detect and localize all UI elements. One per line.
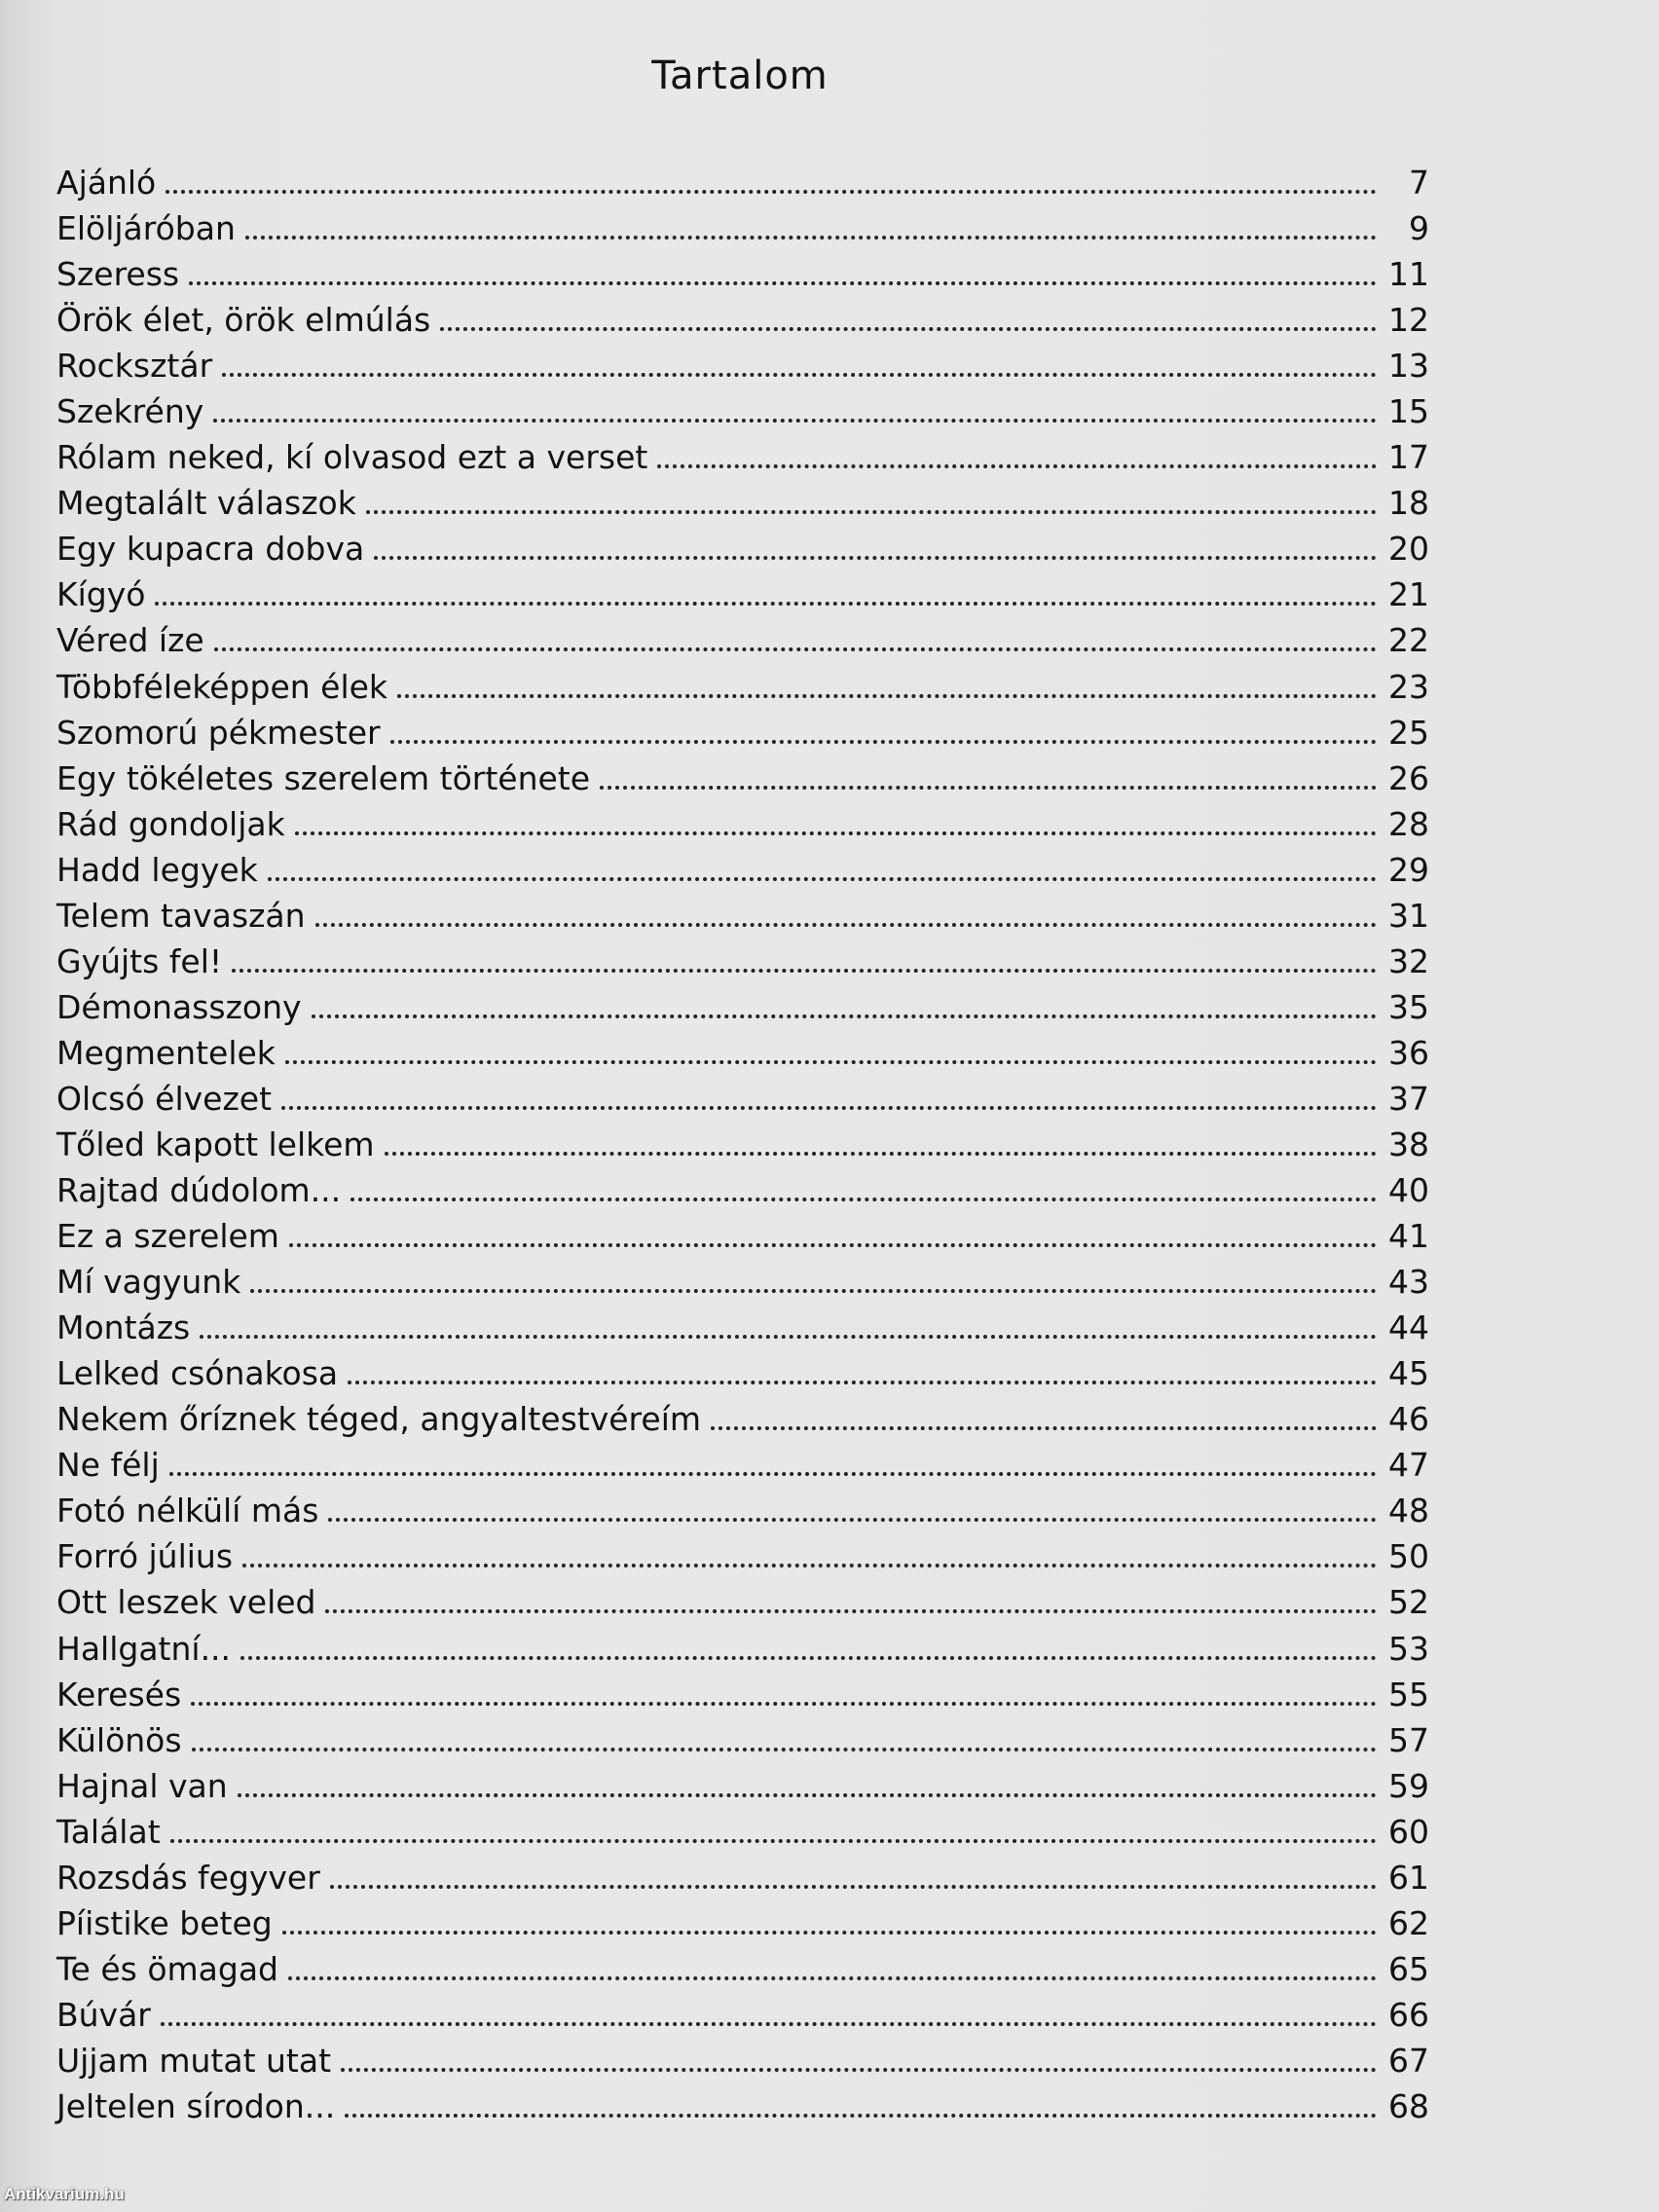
entry-title: Rólam neked, kí olvasod ezt a verset xyxy=(56,438,648,477)
dot-leader xyxy=(330,1885,1377,1889)
entry-title: Búvár xyxy=(56,1995,151,2034)
dot-leader xyxy=(281,1106,1377,1110)
dot-leader xyxy=(600,786,1377,790)
entry-title: Forró július xyxy=(56,1537,234,1576)
toc-entry xyxy=(56,988,1429,1034)
toc-entry xyxy=(56,1034,1429,1080)
toc-entry xyxy=(56,897,1429,942)
entry-page-number: 43 xyxy=(1388,1263,1429,1302)
toc-entry xyxy=(56,2087,1429,2133)
entry-page-number: 46 xyxy=(1388,1400,1429,1439)
entry-page-number: 67 xyxy=(1388,2041,1429,2080)
toc-entry xyxy=(56,1354,1429,1400)
entry-title: Mí vagyunk xyxy=(56,1263,241,1302)
entry-page-number: 59 xyxy=(1388,1766,1429,1805)
dot-leader xyxy=(440,327,1377,331)
entry-title: Lelked csónakosa xyxy=(56,1354,339,1393)
dot-leader xyxy=(328,1518,1377,1522)
dot-leader xyxy=(325,1609,1377,1613)
entry-page-number: 38 xyxy=(1388,1124,1429,1163)
entry-page-number: 41 xyxy=(1388,1217,1429,1256)
page-title: Tartalom xyxy=(651,54,829,98)
toc-entry xyxy=(56,301,1429,347)
entry-title: Olcsó élvezet xyxy=(56,1079,273,1118)
toc-entry xyxy=(56,1125,1429,1171)
toc-entry xyxy=(56,1446,1429,1492)
entry-title: Rozsdás fegyver xyxy=(56,1858,320,1897)
entry-title: Rocksztár xyxy=(56,347,213,386)
dot-leader xyxy=(155,602,1377,606)
toc-entry xyxy=(56,347,1429,392)
dot-leader xyxy=(397,694,1377,698)
entry-page-number: 22 xyxy=(1388,621,1429,660)
dot-leader xyxy=(282,1931,1377,1935)
entry-title: Találat xyxy=(56,1812,161,1851)
toc-entry xyxy=(56,1217,1429,1263)
dot-leader xyxy=(348,1381,1377,1384)
toc-entry xyxy=(56,1859,1429,1904)
dot-leader xyxy=(222,373,1377,377)
entry-page-number: 13 xyxy=(1388,347,1429,386)
entry-title: Szeress xyxy=(56,255,180,294)
entry-title: Ott leszek veled xyxy=(56,1583,316,1622)
entry-page-number: 31 xyxy=(1388,896,1429,935)
entry-page-number: 66 xyxy=(1388,1995,1429,2034)
dot-leader xyxy=(285,1060,1377,1064)
entry-title: Egy tökéletes szerelem története xyxy=(56,758,591,797)
toc-entry xyxy=(56,209,1429,255)
toc-entry xyxy=(56,942,1429,988)
entry-title: Rád gondoljak xyxy=(56,804,285,843)
dot-leader xyxy=(245,236,1377,240)
toc-entry xyxy=(56,851,1429,897)
entry-page-number: 53 xyxy=(1388,1629,1429,1668)
watermark: Antikvarium.hu xyxy=(4,2185,125,2203)
toc-entry xyxy=(56,1813,1429,1859)
toc-entry xyxy=(56,1537,1429,1583)
entry-page-number: 68 xyxy=(1388,2086,1429,2125)
dot-leader xyxy=(166,190,1377,194)
entry-title: Fotó nélkülí más xyxy=(56,1492,319,1530)
entry-page-number: 45 xyxy=(1388,1354,1429,1393)
entry-title: Nekem őríznek téged, angyaltestvéreím xyxy=(56,1400,702,1439)
dot-leader xyxy=(345,2114,1377,2118)
toc-entry xyxy=(56,714,1429,759)
toc-entry xyxy=(56,1583,1429,1629)
dot-leader xyxy=(200,1335,1377,1339)
entry-title: Jeltelen sírodon... xyxy=(56,2086,336,2125)
entry-title: Véred íze xyxy=(56,621,204,660)
entry-title: Kígyó xyxy=(56,575,146,614)
entry-title: Tőled kapott lelkem xyxy=(56,1124,375,1163)
entry-page-number: 7 xyxy=(1409,164,1429,202)
dot-leader xyxy=(288,1976,1377,1980)
entry-title: Egy kupacra dobva xyxy=(56,530,365,569)
dot-leader xyxy=(390,740,1377,744)
entry-page-number: 23 xyxy=(1388,667,1429,706)
entry-title: Ez a szerelem xyxy=(56,1217,279,1256)
dot-leader xyxy=(385,1152,1377,1156)
dot-leader xyxy=(657,464,1377,468)
dot-leader xyxy=(289,1243,1377,1247)
toc-entry xyxy=(56,1400,1429,1446)
dot-leader xyxy=(238,1793,1377,1797)
entry-page-number: 61 xyxy=(1388,1858,1429,1897)
dot-leader xyxy=(161,2022,1377,2026)
dot-leader xyxy=(232,969,1377,973)
entry-page-number: 29 xyxy=(1388,850,1429,889)
dot-leader xyxy=(341,2068,1377,2072)
dot-leader xyxy=(374,556,1377,560)
toc-entry xyxy=(56,1950,1429,1996)
entry-page-number: 35 xyxy=(1388,987,1429,1026)
entry-page-number: 9 xyxy=(1409,209,1429,248)
toc-entry xyxy=(56,1767,1429,1813)
entry-title: Gyújts fel! xyxy=(56,941,223,980)
entry-title: Ajánló xyxy=(56,164,157,202)
dot-leader xyxy=(711,1426,1377,1430)
toc-entry xyxy=(56,438,1429,484)
dot-leader xyxy=(169,1472,1377,1476)
entry-title: Ne félj xyxy=(56,1446,160,1485)
dot-leader xyxy=(192,1748,1377,1751)
entry-page-number: 62 xyxy=(1388,1903,1429,1942)
dot-leader xyxy=(213,419,1377,423)
entry-title: Szomorú pékmester xyxy=(56,713,381,752)
entry-title: Rajtad dúdolom... xyxy=(56,1171,342,1210)
toc-entry xyxy=(56,255,1429,301)
toc-entry xyxy=(56,759,1429,805)
dot-leader xyxy=(295,831,1377,835)
toc-entry xyxy=(56,1676,1429,1721)
toc-entry xyxy=(56,1171,1429,1217)
entry-title: Elöljáróban xyxy=(56,209,236,248)
entry-page-number: 15 xyxy=(1388,392,1429,431)
entry-page-number: 40 xyxy=(1388,1171,1429,1210)
entry-page-number: 37 xyxy=(1388,1079,1429,1118)
toc-entry xyxy=(56,164,1429,209)
dot-leader xyxy=(240,1656,1377,1660)
toc-entry xyxy=(56,530,1429,575)
entry-title: Hadd legyek xyxy=(56,850,258,889)
toc-entry xyxy=(56,805,1429,851)
entry-page-number: 32 xyxy=(1388,941,1429,980)
toc-entry xyxy=(56,1630,1429,1676)
toc-entry xyxy=(56,1492,1429,1537)
entry-page-number: 48 xyxy=(1388,1492,1429,1530)
entry-title: Keresés xyxy=(56,1675,182,1714)
entry-page-number: 55 xyxy=(1388,1675,1429,1714)
entry-page-number: 20 xyxy=(1388,530,1429,569)
entry-title: Különös xyxy=(56,1720,182,1759)
dot-leader xyxy=(268,877,1377,881)
dot-leader xyxy=(250,1289,1377,1293)
entry-title: Hallgatní... xyxy=(56,1629,232,1668)
dot-leader xyxy=(366,510,1377,514)
entry-page-number: 50 xyxy=(1388,1537,1429,1576)
toc-entry xyxy=(56,1721,1429,1767)
toc-entry xyxy=(56,1309,1429,1354)
dot-leader xyxy=(315,923,1377,927)
entry-page-number: 25 xyxy=(1388,713,1429,752)
dot-leader xyxy=(191,1702,1377,1706)
table-of-contents xyxy=(56,164,1429,2133)
entry-page-number: 21 xyxy=(1388,575,1429,614)
toc-entry xyxy=(56,575,1429,621)
entry-page-number: 18 xyxy=(1388,484,1429,523)
entry-page-number: 28 xyxy=(1388,804,1429,843)
entry-title: Hajnal van xyxy=(56,1766,228,1805)
entry-page-number: 65 xyxy=(1388,1949,1429,1988)
toc-entry xyxy=(56,2042,1429,2087)
entry-page-number: 52 xyxy=(1388,1583,1429,1622)
entry-title: Többféleképpen élek xyxy=(56,667,388,706)
entry-title: Te és ömagad xyxy=(56,1949,279,1988)
entry-page-number: 47 xyxy=(1388,1446,1429,1485)
toc-entry xyxy=(56,1080,1429,1125)
toc-entry xyxy=(56,668,1429,714)
dot-leader xyxy=(312,1014,1377,1018)
entry-title: Megtalált válaszok xyxy=(56,484,356,523)
entry-page-number: 17 xyxy=(1388,438,1429,477)
entry-title: Montázs xyxy=(56,1309,191,1347)
entry-page-number: 36 xyxy=(1388,1033,1429,1072)
entry-title: Démonasszony xyxy=(56,987,302,1026)
toc-entry xyxy=(56,1904,1429,1950)
entry-title: Píistike beteg xyxy=(56,1903,273,1942)
dot-leader xyxy=(350,1198,1377,1201)
toc-entry xyxy=(56,484,1429,530)
entry-title: Szekrény xyxy=(56,392,204,431)
toc-entry xyxy=(56,1996,1429,2042)
dot-leader xyxy=(189,281,1377,285)
entry-page-number: 26 xyxy=(1388,758,1429,797)
entry-title: Megmentelek xyxy=(56,1033,276,1072)
dot-leader xyxy=(170,1839,1377,1843)
entry-page-number: 44 xyxy=(1388,1309,1429,1347)
dot-leader xyxy=(242,1564,1377,1567)
entry-title: Ujjam mutat utat xyxy=(56,2041,332,2080)
entry-page-number: 57 xyxy=(1388,1720,1429,1759)
toc-entry xyxy=(56,621,1429,667)
entry-title: Telem tavaszán xyxy=(56,896,306,935)
toc-entry xyxy=(56,1263,1429,1309)
dot-leader xyxy=(214,647,1377,651)
toc-entry xyxy=(56,392,1429,438)
entry-page-number: 11 xyxy=(1388,255,1429,294)
entry-page-number: 12 xyxy=(1388,301,1429,340)
entry-page-number: 60 xyxy=(1388,1812,1429,1851)
entry-title: Örök élet, örök elmúlás xyxy=(56,301,431,340)
